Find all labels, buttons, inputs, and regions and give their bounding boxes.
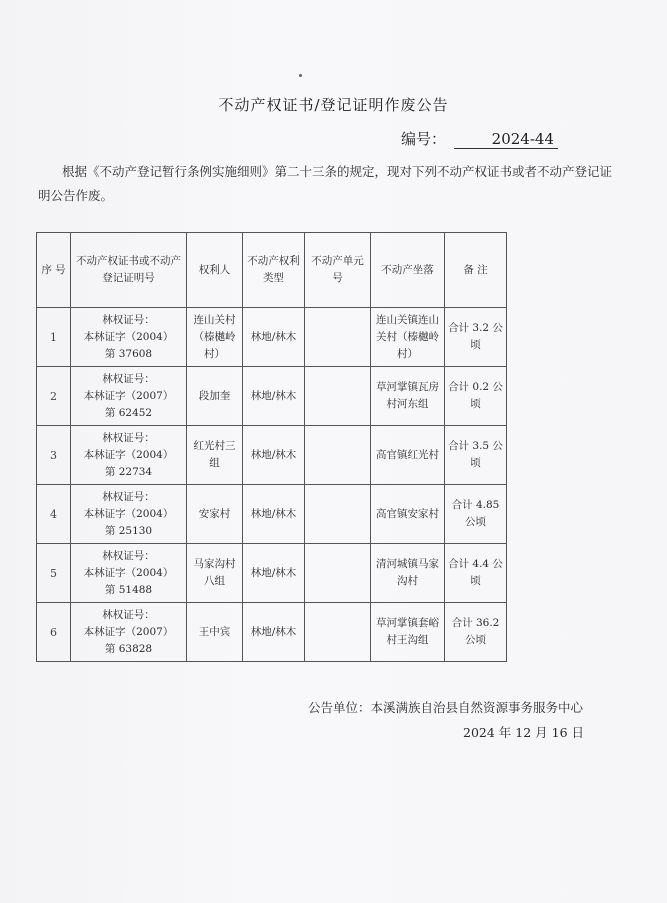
certificate-table — [36, 232, 507, 662]
cert-num: 第 25130 — [104, 524, 153, 537]
cell-location: 草河掌镇瓦房村河东组 — [371, 367, 445, 426]
document-number — [401, 128, 558, 149]
cert-no: 本林证字（2007） — [83, 389, 174, 402]
cert-no: 本林证字（2004） — [83, 566, 174, 579]
cell-seq: 2 — [37, 367, 71, 426]
cell-unit — [305, 367, 371, 426]
document-title: 不动产权证书/登记证明作废公告 — [218, 96, 449, 114]
cell-unit — [305, 544, 371, 603]
cell-seq: 3 — [37, 426, 71, 485]
cert-label: 林权证号： — [102, 549, 155, 562]
table-header-row — [37, 233, 507, 308]
cell-type: 林地/林木 — [243, 426, 305, 485]
cell-type: 林地/林木 — [243, 485, 305, 544]
cell-note: 合计 0.2 公顷 — [445, 367, 507, 426]
cell-cert — [71, 308, 187, 367]
table-row — [37, 367, 507, 426]
table-row — [37, 426, 507, 485]
cert-label: 林权证号： — [102, 490, 155, 503]
cell-note: 合计 36.2 公顷 — [445, 603, 507, 662]
cell-owner: 连山关村（榛樾岭村） — [187, 308, 243, 367]
cell-owner: 马家沟村八组 — [187, 544, 243, 603]
cell-type: 林地/林木 — [243, 544, 305, 603]
cell-location: 高官镇安家村 — [371, 485, 445, 544]
cert-num: 第 51488 — [104, 583, 153, 596]
cell-note: 合计 3.5 公顷 — [445, 426, 507, 485]
cell-owner: 王中宾 — [187, 603, 243, 662]
cert-num: 第 22734 — [104, 465, 153, 478]
cell-unit — [305, 603, 371, 662]
cell-cert — [71, 426, 187, 485]
cell-location: 草河掌镇套峪村王沟组 — [371, 603, 445, 662]
cell-seq: 1 — [37, 308, 71, 367]
cell-note: 合计 4.85 公顷 — [445, 485, 507, 544]
cell-type: 林地/林木 — [243, 308, 305, 367]
cert-label: 林权证号： — [102, 313, 155, 326]
header-note: 备 注 — [445, 233, 507, 308]
header-owner: 权利人 — [187, 233, 243, 308]
cell-type: 林地/林木 — [243, 367, 305, 426]
cell-cert — [71, 544, 187, 603]
header-type: 不动产权利类型 — [243, 233, 305, 308]
cell-location: 连山关镇连山关村（榛樾岭村） — [371, 308, 445, 367]
scan-speck — [299, 74, 302, 77]
cell-owner: 安家村 — [187, 485, 243, 544]
cell-type: 林地/林木 — [243, 603, 305, 662]
cell-cert — [71, 485, 187, 544]
cell-location: 高官镇红光村 — [371, 426, 445, 485]
header-seq: 序 号 — [37, 233, 71, 308]
cell-unit — [305, 426, 371, 485]
cert-num: 第 63828 — [104, 642, 153, 655]
table-row — [37, 544, 507, 603]
cert-label: 林权证号： — [102, 608, 155, 621]
cell-seq: 4 — [37, 485, 71, 544]
table-row — [37, 308, 507, 367]
header-unit: 不动产单元号 — [305, 233, 371, 308]
cert-no: 本林证字（2004） — [83, 448, 174, 461]
table-row — [37, 603, 507, 662]
cell-cert — [71, 367, 187, 426]
cell-unit — [305, 485, 371, 544]
number-value: 2024-44 — [454, 130, 558, 149]
cell-seq: 6 — [37, 603, 71, 662]
cell-seq: 5 — [37, 544, 71, 603]
cell-unit — [305, 308, 371, 367]
cert-no: 本林证字（2004） — [83, 330, 174, 343]
issuing-unit: 公告单位：本溪满族自治县自然资源事务服务中心 — [308, 700, 584, 715]
cell-note: 合计 3.2 公顷 — [445, 308, 507, 367]
cert-label: 林权证号： — [102, 431, 155, 444]
cert-num: 第 62452 — [104, 406, 153, 419]
cell-cert — [71, 603, 187, 662]
cert-no: 本林证字（2007） — [83, 625, 174, 638]
cell-owner: 红光村三组 — [187, 426, 243, 485]
cert-no: 本林证字（2004） — [83, 507, 174, 520]
cert-label: 林权证号： — [102, 372, 155, 385]
number-label: 编号： — [401, 130, 447, 148]
intro-paragraph: 根据《不动产登记暂行条例实施细则》第二十三条的规定，现对下列不动产权证书或者不动产登记证明公告作废。 — [38, 164, 613, 203]
table-row — [37, 485, 507, 544]
header-cert: 不动产权证书或不动产登记证明号 — [71, 233, 187, 308]
cell-location: 清河城镇马家沟村 — [371, 544, 445, 603]
cell-owner: 段加奎 — [187, 367, 243, 426]
header-location: 不动产坐落 — [371, 233, 445, 308]
issue-date: 2024 年 12 月 16 日 — [463, 725, 584, 740]
cert-num: 第 37608 — [104, 347, 153, 360]
cell-note: 合计 4.4 公顷 — [445, 544, 507, 603]
